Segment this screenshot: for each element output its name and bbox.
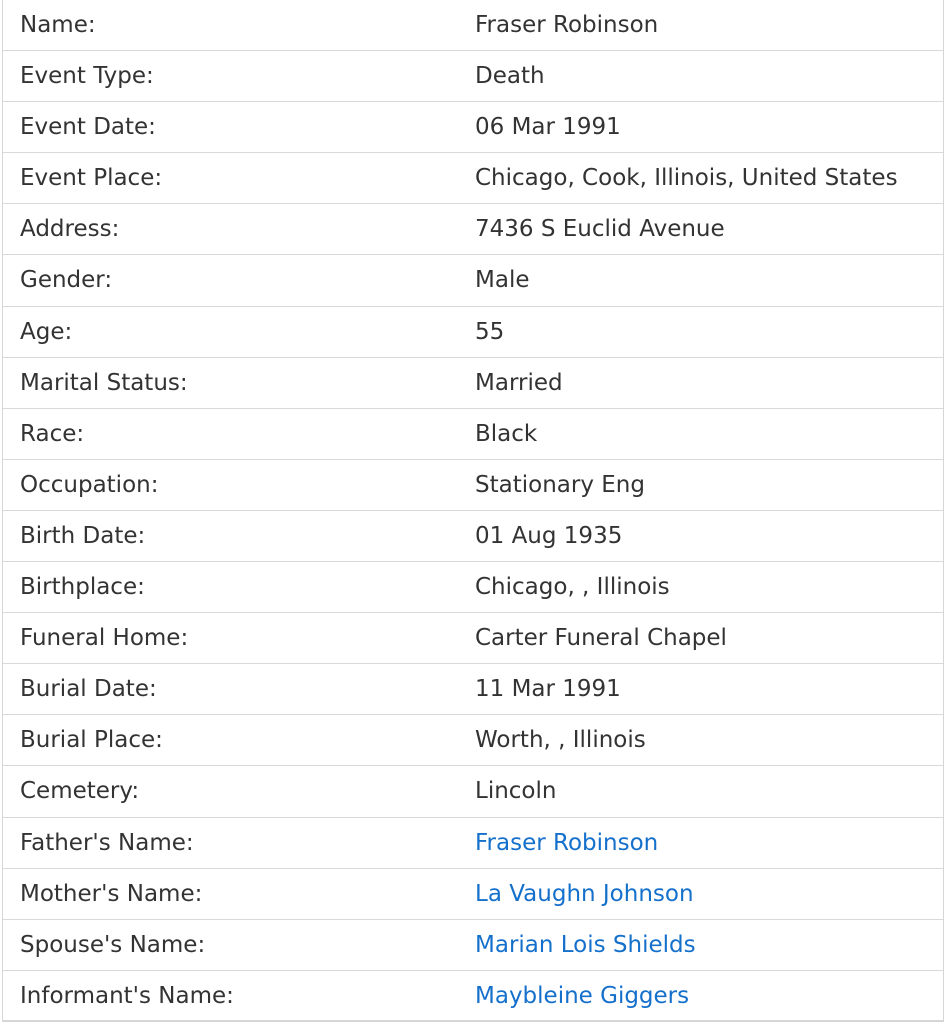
row-gender bbox=[3, 255, 943, 306]
gender-value: Male bbox=[475, 267, 530, 294]
row-label: Father's Name: bbox=[20, 829, 194, 856]
row-mothers-name bbox=[3, 869, 943, 920]
row-label: Marital Status: bbox=[20, 369, 188, 396]
fathers-name-link[interactable]: Fraser Robinson bbox=[475, 829, 659, 856]
row-cemetery bbox=[3, 766, 943, 817]
row-name bbox=[3, 0, 943, 51]
row-event-place bbox=[3, 153, 943, 204]
row-birthplace bbox=[3, 562, 943, 613]
row-label: Birth Date: bbox=[20, 522, 146, 549]
row-event-type bbox=[3, 51, 943, 102]
funeral-home-value: Carter Funeral Chapel bbox=[475, 625, 727, 652]
row-birth-date bbox=[3, 511, 943, 562]
row-label: Occupation: bbox=[20, 471, 159, 498]
row-label: Race: bbox=[20, 420, 85, 447]
row-label: Funeral Home: bbox=[20, 625, 189, 652]
row-label: Gender: bbox=[20, 267, 113, 294]
row-label: Cemetery: bbox=[20, 778, 140, 805]
row-label: Event Type: bbox=[20, 63, 154, 90]
mothers-name-link[interactable]: La Vaughn Johnson bbox=[475, 880, 694, 907]
row-burial-date bbox=[3, 664, 943, 715]
burial-date-value: 11 Mar 1991 bbox=[475, 676, 621, 703]
row-label: Address: bbox=[20, 216, 120, 243]
row-informants-name bbox=[3, 971, 943, 1022]
row-spouses-name bbox=[3, 920, 943, 971]
row-label: Informant's Name: bbox=[20, 982, 234, 1009]
row-burial-place bbox=[3, 715, 943, 766]
row-label: Event Place: bbox=[20, 165, 163, 192]
event-place-value: Chicago, Cook, Illinois, United States bbox=[475, 165, 898, 192]
birthplace-value: Chicago, , Illinois bbox=[475, 574, 670, 601]
row-address bbox=[3, 204, 943, 255]
row-label: Age: bbox=[20, 318, 73, 345]
birth-date-value: 01 Aug 1935 bbox=[475, 522, 623, 549]
row-occupation bbox=[3, 460, 943, 511]
spouses-name-link[interactable]: Marian Lois Shields bbox=[475, 931, 696, 958]
event-type-value: Death bbox=[475, 63, 545, 90]
row-age bbox=[3, 307, 943, 358]
occupation-value: Stationary Eng bbox=[475, 471, 645, 498]
row-fathers-name bbox=[3, 818, 943, 869]
record-details-table bbox=[2, 0, 944, 1022]
name-value: Fraser Robinson bbox=[475, 12, 659, 38]
row-event-date bbox=[3, 102, 943, 153]
marital-status-value: Married bbox=[475, 369, 563, 396]
row-label: Name: bbox=[20, 12, 96, 38]
row-race bbox=[3, 409, 943, 460]
row-funeral-home bbox=[3, 613, 943, 664]
cemetery-value: Lincoln bbox=[475, 778, 557, 805]
row-label: Burial Date: bbox=[20, 676, 157, 703]
row-label: Birthplace: bbox=[20, 574, 145, 601]
row-label: Spouse's Name: bbox=[20, 931, 206, 958]
age-value: 55 bbox=[475, 318, 505, 345]
race-value: Black bbox=[475, 420, 538, 447]
row-label: Mother's Name: bbox=[20, 880, 203, 907]
address-value: 7436 S Euclid Avenue bbox=[475, 216, 725, 243]
row-label: Burial Place: bbox=[20, 727, 163, 754]
informants-name-link[interactable]: Maybleine Giggers bbox=[475, 982, 690, 1009]
row-marital-status bbox=[3, 358, 943, 409]
row-label: Event Date: bbox=[20, 114, 156, 141]
event-date-value: 06 Mar 1991 bbox=[475, 114, 621, 141]
burial-place-value: Worth, , Illinois bbox=[475, 727, 646, 754]
